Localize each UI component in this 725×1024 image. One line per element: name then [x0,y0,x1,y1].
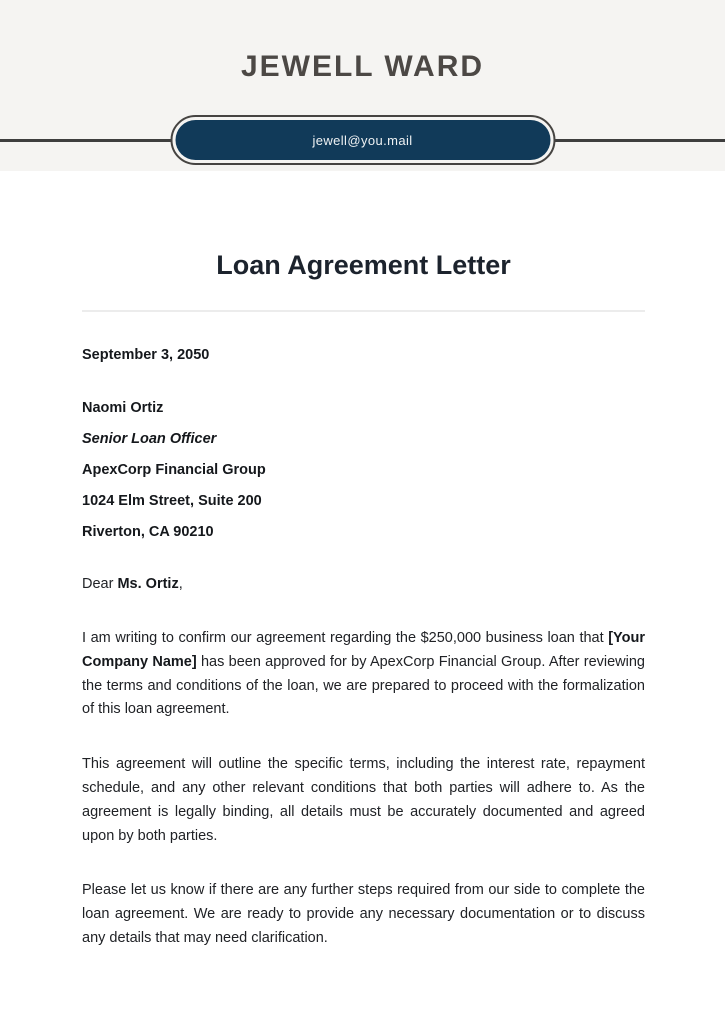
letterhead [0,0,725,171]
salutation: Dear Ms. Ortiz, [82,576,183,592]
recipient-block [82,393,645,548]
recipient-company: ApexCorp Financial Group [82,462,266,478]
paragraph-3: Please let us know if there are any further steps required from our side to complete the loan agreement. We are ready to provide any necessary documentation or to discuss any details that may need clarification. [82,882,645,946]
paragraph-2: This agreement will outline the specific terms, including the interest rate, repayment schedule, and any other relevant conditions that both parties will adhere to. As the agreement is legally binding, all details must be accurately documented and agreed upon by both parties. [82,756,645,844]
recipient-address-line2: Riverton, CA 90210 [82,524,214,540]
recipient-name: Naomi Ortiz [82,400,164,416]
email-address: jewell@you.mail [312,132,413,148]
page-title: Loan Agreement Letter [216,250,511,280]
recipient-role: Senior Loan Officer [82,431,217,447]
letter-body [0,249,725,951]
paragraph-1: I am writing to confirm our agreement regarding the $250,000 business loan that [Your Company Name] has been approved for by ApexCorp Financial Group. After reviewing the terms and conditions of the loan, we are prepared to proceed with the formalization of this loan agreement. [82,630,645,718]
email-badge [170,115,555,165]
title-divider-line [82,310,645,312]
letter-date: September 3, 2050 [82,347,210,363]
email-pill [175,120,550,160]
brand-name: JEWELL WARD [240,50,485,83]
recipient-address-line1: 1024 Elm Street, Suite 200 [82,493,262,509]
